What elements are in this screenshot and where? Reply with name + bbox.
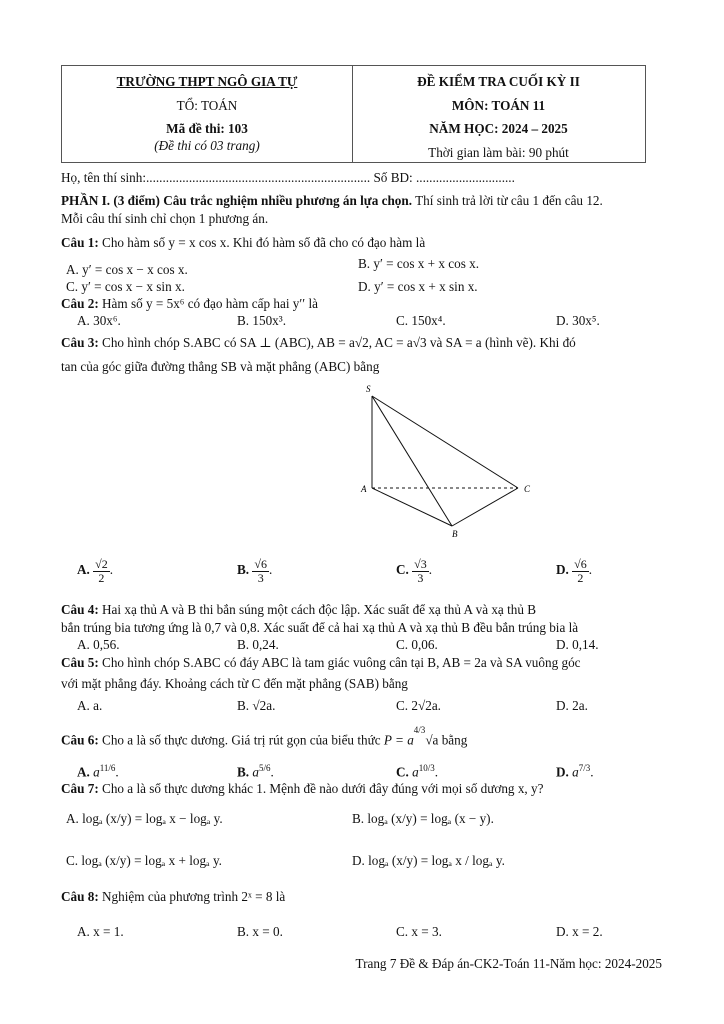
q6-option-c-exponent: 10/3 <box>418 763 435 773</box>
q3-option-d-numerator: √6 <box>574 557 587 571</box>
q4-option-d: D. 0,14. <box>556 637 599 652</box>
q5-text: Cho hình chóp S.ABC có đáy ABC là tam giác vuông cân tại B, AB = 2a và SA vuông góc <box>98 655 581 670</box>
q8-option-c: C. x = 3. <box>396 924 442 939</box>
q6-option-a: A. $a^{11/6}$. <box>77 763 119 780</box>
q8-option-b: B. x = 0. <box>237 924 283 939</box>
part1-intro: Thí sinh trả lời từ câu 1 đến câu 12. <box>412 193 603 208</box>
q4-label: Câu 4: <box>61 602 99 617</box>
q2-text: Hàm số y = 5x⁶ có đạo hàm cấp hai y′′ là <box>98 296 318 311</box>
q4-stem-2: bắn trúng bia tương ứng là 0,7 và 0,8. Xác suất để cả hai xạ thủ A và xạ thủ B đều bắn trúng bia là <box>61 620 579 635</box>
q4-option-b: B. 0,24. <box>237 637 279 652</box>
vertex-label-c: C <box>524 484 531 494</box>
q3-option-d-denominator: 2 <box>577 570 584 585</box>
q1-text: Cho hàm số y = x cos x. Khi đó hàm số đã cho có đạo hàm là <box>98 235 426 250</box>
q2-option-b: B. 150x³. <box>237 313 287 328</box>
q6-option-d-exponent: 7/3 <box>578 763 591 773</box>
q6-text-end: bằng <box>441 732 468 748</box>
q2-option-d: D. 30x⁵. <box>556 313 600 328</box>
q2-option-a: A. 30x⁶. <box>77 313 121 328</box>
q7-stem <box>61 781 543 797</box>
q3-option-b-denominator: 3 <box>257 570 264 585</box>
q8-text: Nghiệm của phương trình 2ˣ = 8 là <box>98 889 286 904</box>
q8-stem <box>61 889 285 905</box>
q5-option-c: C. 2√2a. <box>396 698 441 713</box>
q2-option-c: C. 150x⁴. <box>396 313 446 328</box>
edge-sc <box>372 396 518 488</box>
pyramid-figure <box>352 380 542 540</box>
q7-label: Câu 7: <box>61 781 99 796</box>
q4-stem <box>61 602 536 618</box>
vertex-label-b: B <box>452 529 458 539</box>
q3-label: Câu 3: <box>61 335 99 350</box>
q3-option-a: A. $\frac{√2}{2}$ . <box>77 557 114 585</box>
q1-stem <box>61 235 425 251</box>
q5-stem <box>61 655 581 671</box>
q1-option-a: A. y′ = cos x − x cos x. <box>66 262 188 277</box>
q3-stem-2: tan của góc giữa đường thẳng SB và mặt phẳng (ABC) bằng <box>61 359 380 374</box>
q6-expr-exponent: 4/3 <box>413 725 426 735</box>
subject: MÔN: TOÁN 11 <box>451 98 546 113</box>
q5-label: Câu 5: <box>61 655 99 670</box>
vertex-label-s: S <box>366 384 371 394</box>
q6-option-d-letter: D. <box>556 764 569 780</box>
q6-expr-base: P = a <box>383 732 414 748</box>
q3-option-c: C. $\frac{√3}{3}$ . <box>396 557 433 585</box>
department: TỔ: TOÁN <box>176 98 238 113</box>
q8-option-a: A. x = 1. <box>77 924 124 939</box>
q2-stem <box>61 296 318 312</box>
page-footer: Trang 7 Đề & Đáp án-CK2-Toán 11-Năm học: 2024-2025 <box>355 956 662 971</box>
q1-option-b: B. y′ = cos x + x cos x. <box>358 256 480 271</box>
q6-expr-root: √a <box>425 732 439 748</box>
q3-option-b-fraction <box>252 558 269 584</box>
page-count: (Đề thi có 03 trang) <box>154 138 260 153</box>
q6-option-a-base: a <box>93 764 100 780</box>
q7-option-c: C. logₐ (x/y) = logₐ x + logₐ y. <box>66 853 222 868</box>
q8-option-d: D. x = 2. <box>556 924 603 939</box>
q5-option-d: D. 2a. <box>556 698 588 713</box>
q1-option-d: D. y′ = cos x + x sin x. <box>358 279 478 294</box>
time-limit: Thời gian làm bài: 90 phút <box>428 145 569 160</box>
q3-option-b-letter: B. <box>237 562 250 578</box>
q3-stem <box>61 335 576 351</box>
q2-label: Câu 2: <box>61 296 99 311</box>
q6-stem <box>61 725 468 748</box>
part1-title: PHẦN I. (3 điểm) Câu trắc nghiệm nhiều phương án lựa chọn. <box>61 193 413 208</box>
q3-option-a-fraction <box>93 558 110 584</box>
q8-label: Câu 8: <box>61 889 99 904</box>
q6-option-a-exponent: 11/6 <box>99 763 116 773</box>
q6-option-d: D. $a^{7/3}$. <box>556 763 594 780</box>
q5-option-b: B. √2a. <box>237 698 276 713</box>
q3-option-d-letter: D. <box>556 562 569 578</box>
q5-stem-2: với mặt phẳng đáy. Khoảng cách từ C đến mặt phẳng (SAB) bằng <box>61 676 408 691</box>
q4-option-c: C. 0,06. <box>396 637 438 652</box>
q3-option-c-letter: C. <box>396 562 409 578</box>
school-year: NĂM HỌC: 2024 – 2025 <box>429 121 568 136</box>
part1-intro-2: Mỗi câu thí sinh chỉ chọn 1 phương án. <box>61 211 269 226</box>
q1-option-c: C. y′ = cos x − x sin x. <box>66 279 185 294</box>
q7-option-d: D. logₐ (x/y) = logₐ x / logₐ y. <box>352 853 505 868</box>
q3-option-c-denominator: 3 <box>417 570 424 585</box>
edge-bc <box>452 488 518 526</box>
q3-option-a-denominator: 2 <box>98 570 105 585</box>
q7-option-a: A. logₐ (x/y) = logₐ x − logₐ y. <box>66 811 223 826</box>
q6-text: Cho a là số thực dương. Giá trị rút gọn của biểu thức <box>98 732 381 748</box>
q4-option-a: A. 0,56. <box>77 637 120 652</box>
exam-code: Mã đề thi: 103 <box>166 121 248 136</box>
q3-text: Cho hình chóp S.ABC có SA ⊥ (ABC), AB = a√2, AC = a√3 và SA = a (hình vẽ). Khi đó <box>98 335 576 350</box>
q3-option-a-letter: A. <box>77 562 90 578</box>
q6-option-d-base: a <box>572 764 579 780</box>
q3-option-c-fraction <box>412 558 429 584</box>
school-name: TRƯỜNG THPT NGÔ GIA TỰ <box>116 74 298 89</box>
q6-option-c: C. $a^{10/3}$. <box>396 763 439 780</box>
q6-label: Câu 6: <box>61 732 99 748</box>
q3-option-d-fraction <box>572 558 589 584</box>
q3-option-b-numerator: √6 <box>254 557 267 571</box>
exam-title: ĐỀ KIỂM TRA CUỐI KỲ II <box>417 74 580 89</box>
q7-option-b: B. logₐ (x/y) = logₐ (x − y). <box>352 811 494 826</box>
vertex-label-a: A <box>361 484 367 494</box>
q3-option-c-numerator: √3 <box>414 557 427 571</box>
q3-option-b: B. $\frac{√6}{3}$ . <box>237 557 273 585</box>
q6-option-a-letter: A. <box>77 764 90 780</box>
q6-option-b-letter: B. <box>237 764 250 780</box>
part1-heading <box>61 193 603 209</box>
q6-option-c-base: a <box>412 764 419 780</box>
q6-option-b-base: a <box>252 764 259 780</box>
q3-option-d: D. $\frac{√6}{2}$ . <box>556 557 593 585</box>
q1-label: Câu 1: <box>61 235 99 250</box>
q3-option-a-numerator: √2 <box>95 557 108 571</box>
q6-option-c-letter: C. <box>396 764 409 780</box>
q6-option-b-exponent: 5/6 <box>258 763 271 773</box>
q5-option-a: A. a. <box>77 698 103 713</box>
q4-text: Hai xạ thủ A và B thi bắn súng một cách độc lập. Xác suất để xạ thủ A và xạ thủ B <box>98 602 537 617</box>
student-info-line: Họ, tên thí sinh:.................................................................... Số BD: .............................. <box>61 170 515 185</box>
q6-option-b: B. $a^{5/6}$. <box>237 763 274 780</box>
q7-text: Cho a là số thực dương khác 1. Mệnh đề nào dưới đây đúng với mọi số dương x, y? <box>98 781 544 796</box>
